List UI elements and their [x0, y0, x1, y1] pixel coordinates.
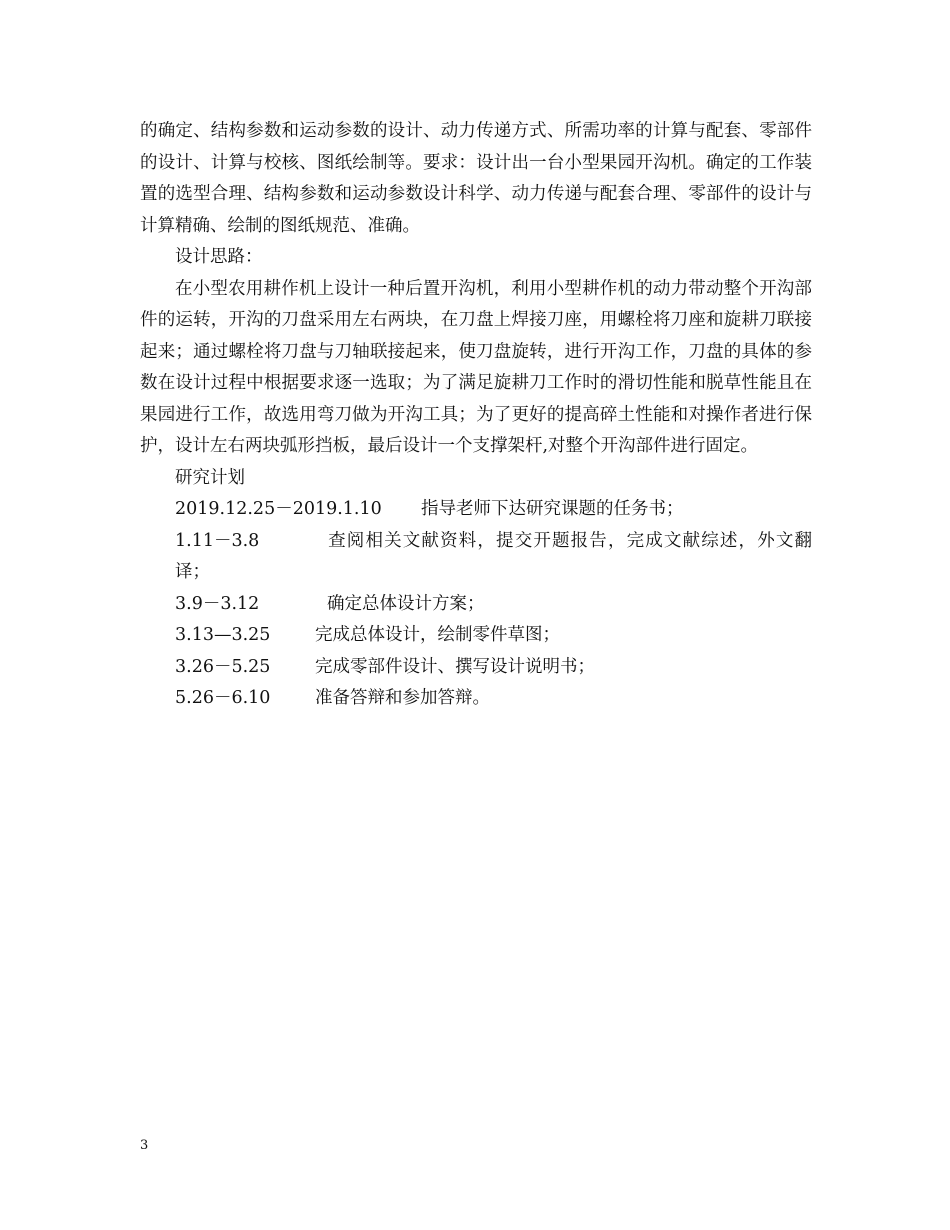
heading-design-idea: 设计思路：: [175, 247, 263, 267]
plan-date: 3.13—3.25: [175, 625, 271, 645]
plan-task: 准备答辩和参加答辩。: [315, 688, 490, 708]
plan-row: [140, 589, 812, 621]
plan-task: 确定总体设计方案；: [327, 593, 485, 614]
plan-row: [140, 526, 812, 589]
paragraph-requirements: 的确定、结构参数和运动参数的设计、动力传递方式、所需功率的计算与配套、零部件的设计、计算与校核、图纸绘制等。要求：设计出一台小型果园开沟机。确定的工作装置的选型合理、结构参数和运动参数设计科学、动力传递与配套合理、零部件的设计与计算精确、绘制的图纸规范、准确。: [140, 121, 812, 236]
document-body: [140, 116, 812, 715]
plan-row: [140, 620, 812, 652]
plan-row: [140, 494, 812, 526]
plan-task: 完成零部件设计、撰写设计说明书；: [315, 656, 595, 677]
plan-row: [140, 683, 812, 715]
plan-task: 完成总体设计，绘制零件草图；: [315, 625, 560, 645]
plan-row: [140, 652, 812, 684]
paragraph-design-idea: 在小型农用耕作机上设计一种后置开沟机，利用小型耕作机的动力带动整个开沟部件的运转，开沟的刀盘采用左右两块，在刀盘上焊接刀座，用螺栓将刀座和旋耕刀联接起来；通过螺栓将刀盘与刀轴联接起来，使刀盘旋转，进行开沟工作，刀盘的具体的参数在设计过程中根据要求逐一选取；为了满足旋耕刀工作时的滑切性能和脱草性能且在果园进行工作，故选用弯刀做为开沟工具；为了更好的提高碎土性能和对操作者进行保护，设计左右两块弧形挡板，最后设计一个支撑架杆,对整个开沟部件进行固定。: [140, 278, 812, 456]
plan-task: 查阅相关文献资料，提交开题报告，完成文献综述，外文翻译；: [175, 530, 812, 582]
plan-date: 5.26－6.10: [175, 688, 271, 708]
plan-date: 2019.12.25－2019.1.10: [175, 499, 382, 519]
page-number: 3: [140, 1138, 149, 1153]
plan-date: 3.26－5.25: [175, 656, 271, 677]
plan-task: 指导老师下达研究课题的任务书；: [421, 499, 684, 519]
heading-research-plan: 研究计划: [175, 467, 245, 488]
plan-date: 1.11－3.8: [175, 530, 260, 551]
plan-date: 3.9－3.12: [175, 593, 260, 614]
